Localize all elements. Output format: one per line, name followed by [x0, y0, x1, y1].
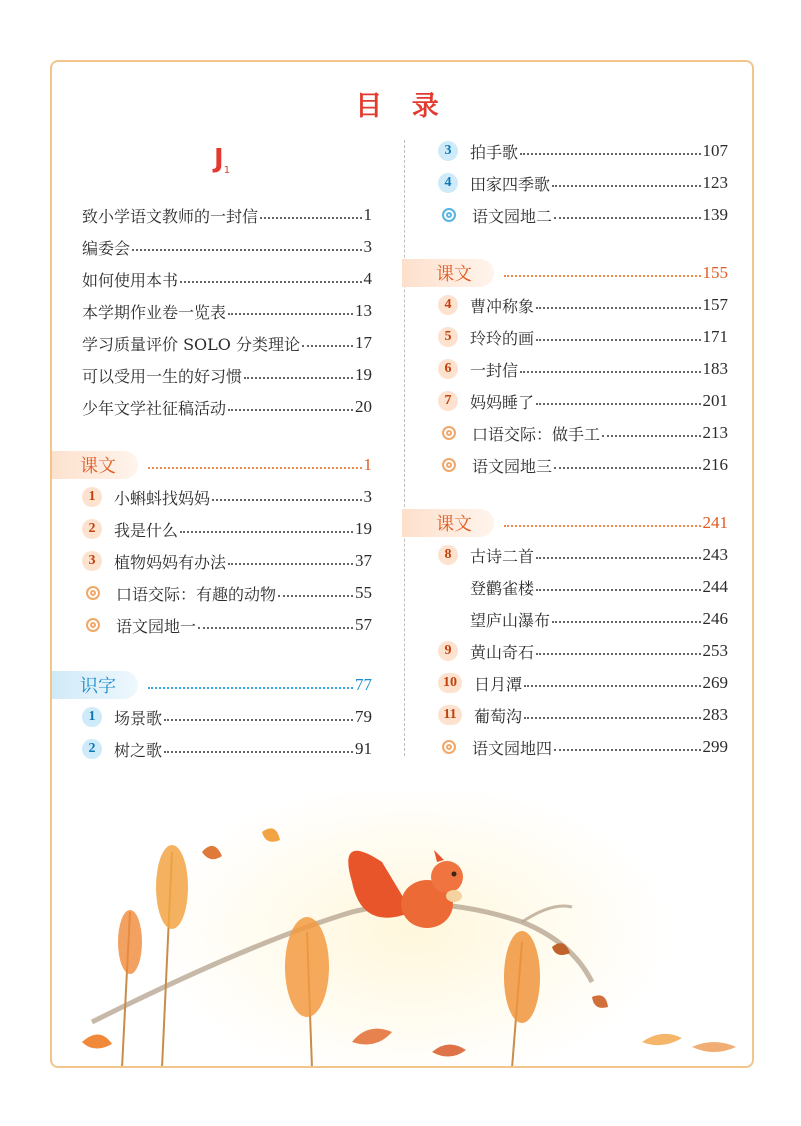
- lesson-number-badge: 7: [438, 391, 458, 411]
- toc-entry[interactable]: 学习质量评价 SOLO 分类理论 17: [82, 333, 372, 354]
- autumn-squirrel-illustration: [52, 792, 752, 1068]
- toc-entry[interactable]: 语文园地一 57: [82, 610, 372, 640]
- lesson-number-badge: 1: [82, 707, 102, 727]
- lesson-number-badge: 2: [82, 519, 102, 539]
- page-title: 目 录: [355, 91, 449, 122]
- lesson-number-badge: 2: [82, 739, 102, 759]
- toc-entry[interactable]: 11 葡萄沟 283: [438, 700, 728, 730]
- toc-entry[interactable]: 1 场景歌 79: [82, 702, 372, 732]
- toc-entry[interactable]: 10 日月潭 269: [438, 668, 728, 698]
- toc-entry[interactable]: 如何使用本书 4: [82, 269, 372, 290]
- toc-entry[interactable]: 2 我是什么 19: [82, 514, 372, 544]
- lesson-number-badge: 10: [438, 673, 462, 693]
- circle-bullet-icon: [86, 586, 100, 600]
- section-header-lessons[interactable]: 课文 1: [50, 450, 372, 480]
- toc-entry[interactable]: 8 古诗二首 243: [438, 540, 728, 570]
- toc-entry[interactable]: 6 一封信 183: [438, 354, 728, 384]
- column-divider: [404, 140, 405, 756]
- section-header-literacy[interactable]: 识字 77: [50, 670, 372, 700]
- lesson-number-badge: 8: [438, 545, 458, 565]
- circle-bullet-icon: [442, 426, 456, 440]
- lesson-number-badge: 6: [438, 359, 458, 379]
- toc-page: [50, 60, 754, 1068]
- lesson-number-badge: 9: [438, 641, 458, 661]
- lesson-number-badge: 11: [438, 705, 462, 725]
- lesson-number-badge: 3: [82, 551, 102, 571]
- toc-entry[interactable]: 5 玲玲的画 171: [438, 322, 728, 352]
- lesson-number-badge: 3: [438, 141, 458, 161]
- unit-mark: $J_1$: [214, 144, 231, 177]
- toc-entry[interactable]: 4 田家四季歌 123: [438, 168, 728, 198]
- toc-entry[interactable]: 2 树之歌 91: [82, 734, 372, 764]
- circle-bullet-icon: [86, 618, 100, 632]
- toc-entry[interactable]: 语文园地四 299: [438, 732, 728, 762]
- toc-entry[interactable]: 口语交际：有趣的动物 55: [82, 578, 372, 608]
- circle-bullet-icon: [442, 458, 456, 472]
- toc-entry[interactable]: 编委会 3: [82, 237, 372, 258]
- toc-entry[interactable]: 1 小蝌蚪找妈妈 3: [82, 482, 372, 512]
- toc-entry[interactable]: 语文园地三 216: [438, 450, 728, 480]
- toc-entry[interactable]: 7 妈妈睡了 201: [438, 386, 728, 416]
- lesson-number-badge: 1: [82, 487, 102, 507]
- toc-subentry[interactable]: 登鹳雀楼 244: [470, 577, 728, 598]
- toc-entry[interactable]: 9 黄山奇石 253: [438, 636, 728, 666]
- section-header-lessons[interactable]: 课文 155: [402, 258, 728, 288]
- toc-entry[interactable]: 少年文学社征稿活动 20: [82, 397, 372, 418]
- circle-bullet-icon: [442, 208, 456, 222]
- toc-entry[interactable]: 口语交际：做手工 213: [438, 418, 728, 448]
- toc-subentry[interactable]: 望庐山瀑布 246: [470, 609, 728, 630]
- toc-entry[interactable]: 4 曹冲称象 157: [438, 290, 728, 320]
- toc-entry[interactable]: 致小学语文教师的一封信 1: [82, 205, 372, 226]
- toc-entry[interactable]: 可以受用一生的好习惯 19: [82, 365, 372, 386]
- toc-entry[interactable]: 3 拍手歌 107: [438, 136, 728, 166]
- section-header-lessons[interactable]: 课文 241: [402, 508, 728, 538]
- toc-entry[interactable]: 本学期作业卷一览表 13: [82, 301, 372, 322]
- circle-bullet-icon: [442, 740, 456, 754]
- toc-entry[interactable]: 3 植物妈妈有办法 37: [82, 546, 372, 576]
- lesson-number-badge: 4: [438, 173, 458, 193]
- lesson-number-badge: 4: [438, 295, 458, 315]
- lesson-number-badge: 5: [438, 327, 458, 347]
- toc-entry[interactable]: 语文园地二 139: [438, 200, 728, 230]
